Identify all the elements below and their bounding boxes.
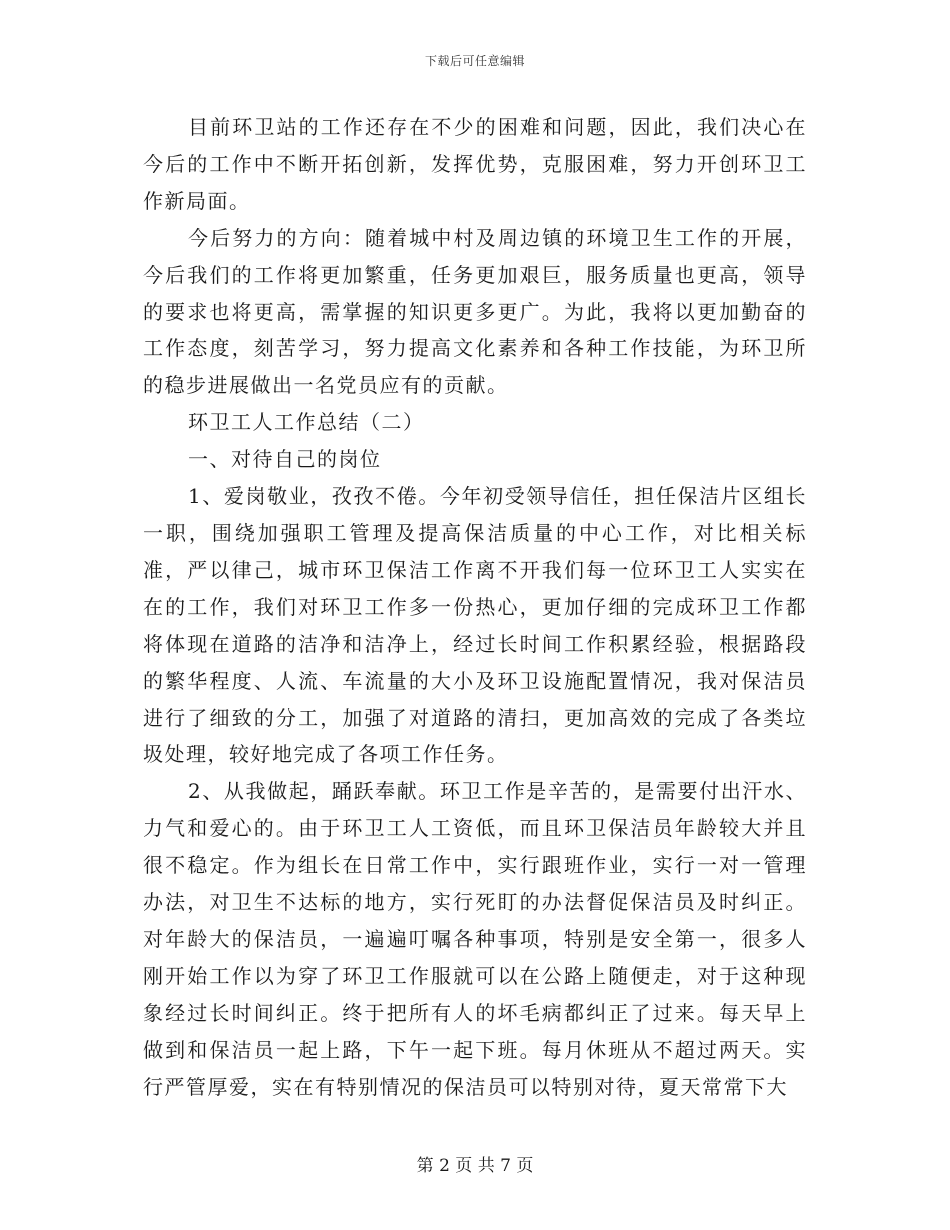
paragraph-item-2: 2、从我做起，踊跃奉献。环卫工作是辛苦的，是需要付出汗水、力气和爱心的。由于环卫工人工资低，而且环卫保洁员年龄较大并且很不稳定。作为组长在日常工作中，实行跟班作业，实行一对一管理办法，对卫生不达标的地方，实行死盯的办法督促保洁员及时纠正。对年龄大的保洁员，一遍遍叮嘱各种事项，特别是安全第一，很多人刚开始工作以为穿了环卫工作服就可以在公路上随便走，对于这种现象经过长时间纠正。终于把所有人的坏毛病都纠正了过来。每天早上做到和保洁员一起上路，下午一起下班。每月休班从不超过两天。实行严管厚爱，实在有特别情况的保洁员可以特别对待，夏天常常下大 [143,779,807,1099]
paragraph-future-direction: 今后努力的方向：随着城中村及周边镇的环境卫生工作的开展，今后我们的工作将更加繁重，任务更加艰巨，服务质量也更高，领导的要求也将更高，需掌握的知识更多更广。为此，我将以更加勤奋的工作态度，刻苦学习，努力提高文化素养和各种工作技能，为环卫所的稳步进展做出一名党员应有的贡献。 [143,225,807,398]
section-title: 环卫工人工作总结（二） [188,410,425,435]
paragraph-difficulties: 目前环卫站的工作还存在不少的困难和问题，因此，我们决心在今后的工作中不断开拓创新，发挥优势，克服困难，努力开创环卫工作新局面。 [143,115,807,213]
page-header-note: 下载后可任意编辑 [424,54,525,68]
section-heading-position: 一、对待自己的岗位 [188,447,382,472]
document-body [143,109,807,1105]
page-number: 第 2 页 共 7 页 [416,1156,534,1176]
paragraph-item-1: 1、爱岗敬业，孜孜不倦。今年初受领导信任，担任保洁片区组长一职，围绕加强职工管理及提高保洁质量的中心工作，对比相关标准，严以律己，城市环卫保洁工作离不开我们每一位环卫工人实实在在的工作，我们对环卫工作多一份热心，更加仔细的完成环卫工作都将体现在道路的洁净和洁净上，经过长时间工作积累经验，根据路段的繁华程度、人流、车流量的大小及环卫设施配置情况，我对保洁员进行了细致的分工，加强了对道路的清扫，更加高效的完成了各类垃圾处理，较好地完成了各项工作任务。 [143,484,807,767]
page-footer [0,1155,950,1177]
